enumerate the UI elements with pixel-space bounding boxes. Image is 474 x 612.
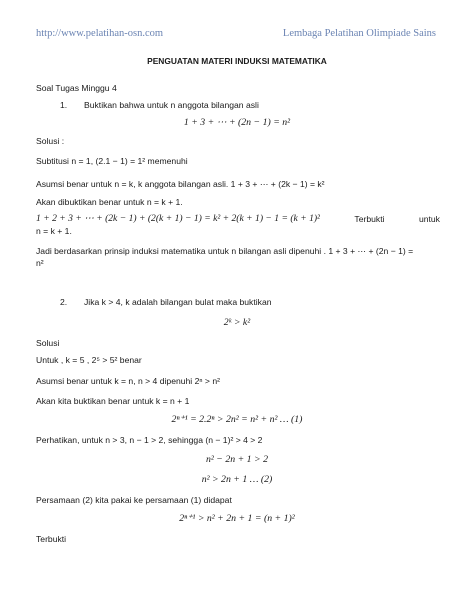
problem-2-hypothesis: Asumsi benar untuk k = n, n > 4 dipenuhi 2ⁿ > n² (36, 376, 220, 386)
problem-2-equation-2b: n² > 2n + 1 … (2) (201, 474, 273, 485)
problem-2-goal: Akan kita buktikan benar untuk k = n + 1 (36, 396, 190, 406)
problem-1-solution-label: Solusi : (36, 136, 65, 146)
problem-1-proof-continuation: n = k + 1. (36, 226, 72, 236)
problem-1-hypothesis: Asumsi benar untuk n = k, k anggota bilangan asli. 1 + 3 + ⋯ + (2k − 1) = k² (36, 179, 325, 189)
problem-2-formula: 2ᵏ > k² (223, 317, 251, 328)
assignment-label: Soal Tugas Minggu 4 (36, 83, 117, 93)
problem-1-statement (60, 99, 259, 111)
problem-1-proof-line (36, 213, 440, 225)
problem-2-statement (60, 296, 272, 308)
header-url[interactable]: http://www.pelatihan-osn.com (36, 28, 164, 39)
document-title: PENGUATAN MATERI INDUKSI MATEMATIKA (147, 56, 327, 66)
problem-1-formula: 1 + 3 + ⋯ + (2n − 1) = n² (183, 117, 291, 128)
problem-2-observation: Perhatikan, untuk n > 3, n − 1 > 2, sehingga (n − 1)² > 4 > 2 (36, 435, 263, 445)
problem-1-proof-verdict: Terbukti (354, 214, 385, 224)
problem-1-proof-equation: 1 + 2 + 3 + ⋯ + (2k − 1) + (2(k + 1) − 1) = k² + 2(k + 1) − 1 = (k + 1)² (36, 213, 320, 224)
problem-2-equation-2a: n² − 2n + 1 > 2 (206, 454, 268, 465)
problem-1-conclusion-end: n² (36, 258, 44, 268)
problem-2-equation-3: 2ⁿ⁺¹ > n² + 2n + 1 = (n + 1)² (179, 513, 295, 524)
problem-1-goal: Akan dibuktikan benar untuk n = k + 1. (36, 197, 183, 207)
header-institution: Lembaga Pelatihan Olimpiade Sains (282, 28, 436, 39)
problem-2-solution-label: Solusi (36, 338, 60, 348)
problem-2-verdict: Terbukti (36, 534, 67, 544)
problem-1-proof-tail: untuk (418, 214, 440, 224)
problem-1-conclusion: Jadi berdasarkan prinsip induksi matematika untuk n bilangan asli dipenuhi . 1 + 3 + ⋯ + (2n − 1) = (36, 246, 414, 256)
problem-2-base-case: Untuk , k = 5 , 2⁵ > 5² benar (36, 355, 142, 365)
problem-1-text: Buktikan bahwa untuk n anggota bilangan asli (84, 100, 259, 110)
problem-2-number: 2. (60, 297, 68, 307)
problem-1-base-case: Subtitusi n = 1, (2.1 − 1) = 1² memenuhi (36, 156, 188, 166)
problem-2-substitution: Persamaan (2) kita pakai ke persamaan (1) didapat (36, 495, 232, 505)
problem-2-equation-1: 2ⁿ⁺¹ = 2.2ⁿ > 2n² = n² + n² … (1) (171, 414, 303, 425)
problem-1-number: 1. (60, 100, 68, 110)
problem-2-text: Jika k > 4, k adalah bilangan bulat maka buktikan (84, 297, 272, 307)
